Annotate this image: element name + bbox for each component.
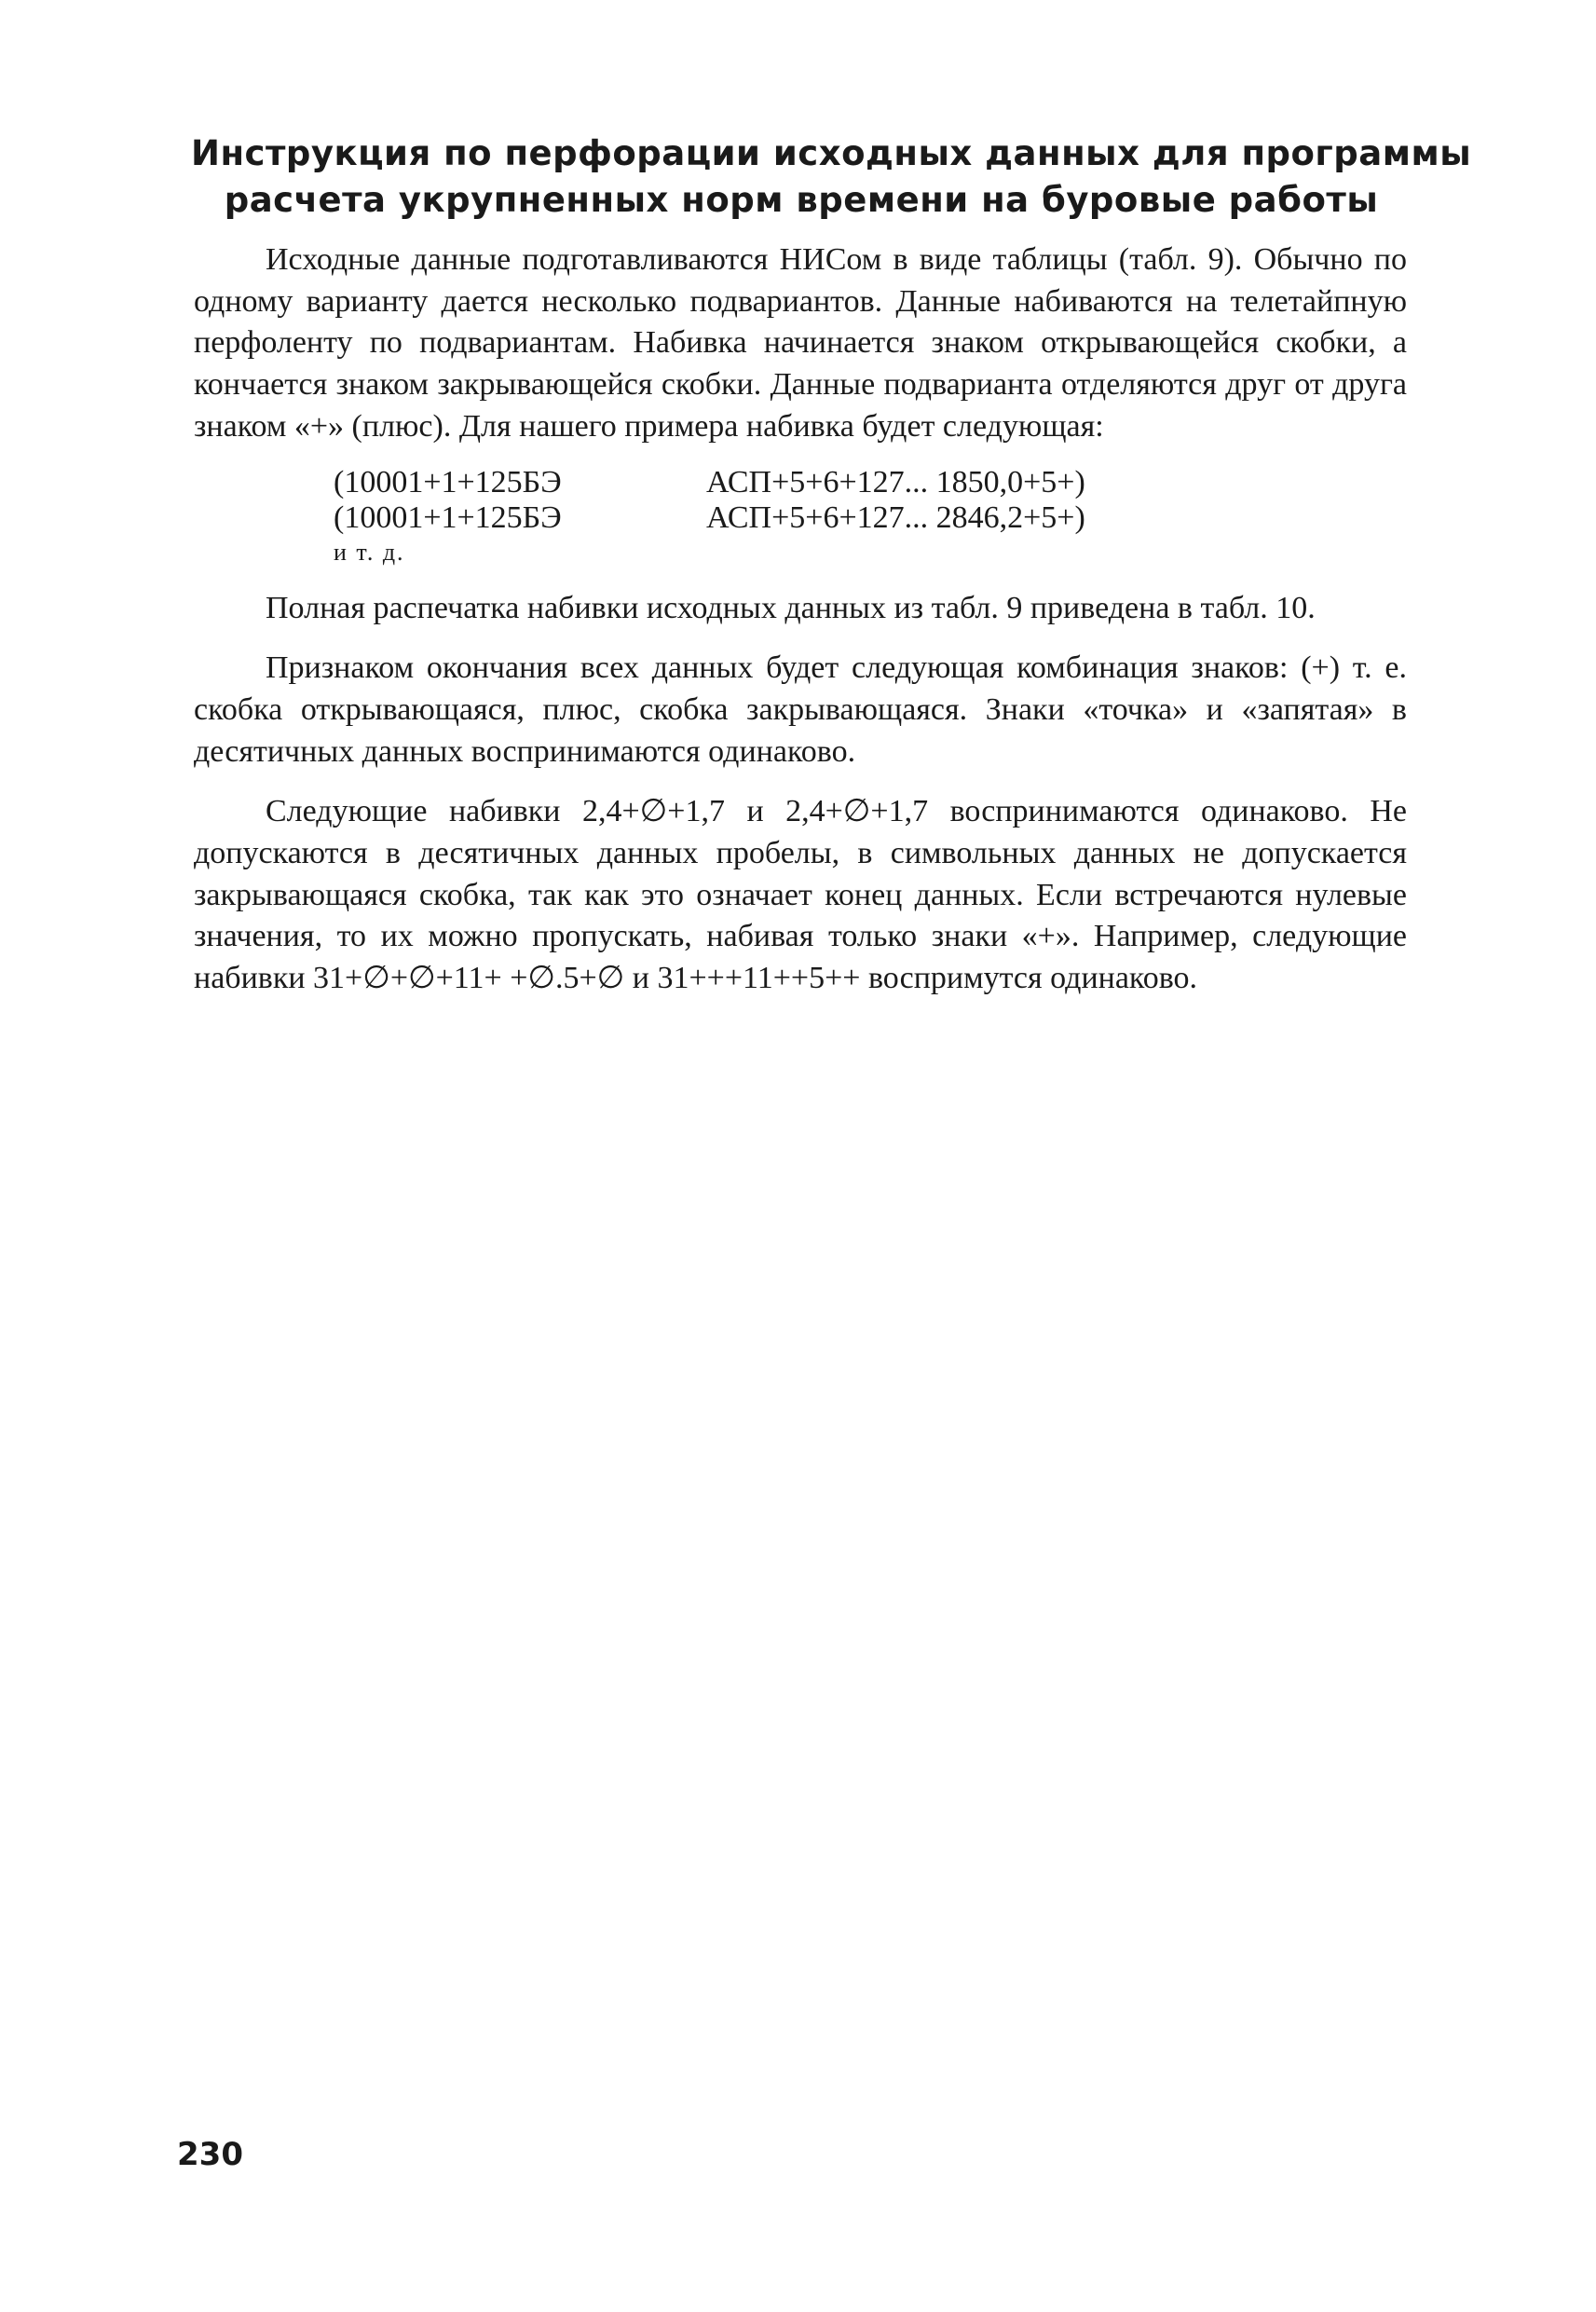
section-heading (191, 130, 1472, 224)
heading-line-2: расчета укрупненных норм времени на буровые работы (224, 180, 1379, 220)
heading-line-1: Инструкция по перфорации исходных данных для программы (191, 133, 1472, 173)
example-row-1-left: (10001+1+125БЭ (334, 464, 562, 499)
spacer (194, 569, 1407, 588)
example-row-2-left: (10001+1+125БЭ (334, 499, 562, 535)
paragraph-end-sign: Признаком окончания всех данных будет следующая комбинация знаков: (+) т. е. скобка открывающаяся, плюс, скобка закрывающаяся. Знаки «точка» и «запятая» в десятичных данных воспринимаются одинаково. (194, 650, 1407, 769)
example-row-1-right: АСП+5+6+127... 1850,0+5+) (706, 464, 1085, 499)
example-row (334, 465, 1407, 500)
paragraph-printout: Полная распечатка набивки исходных данных из табл. 9 приведена в табл. 10. (266, 590, 1316, 625)
paragraph-intro: Исходные данные подготавливаются НИСом в виде таблицы (табл. 9). Обычно по одному варианту дается несколько подвариантов. Данные набиваются на телетайпную перфоленту по подвариантам. Набивка начинается знаком открывающейся скобки, а кончается знаком закрывающейся скобки. Данные подварианта отделяются друг от друга знаком «+» (плюс). Для нашего примера набивка будет следующая: (194, 242, 1407, 444)
punching-example (334, 465, 1407, 569)
spacer (194, 773, 1407, 791)
example-row-2-right: АСП+5+6+127... 2846,2+5+) (706, 499, 1085, 535)
spacer (194, 629, 1407, 648)
body-text (194, 239, 1407, 1000)
page-number: 230 (177, 2136, 243, 2173)
example-etc: и т. д. (334, 538, 405, 566)
paragraph-equivalent-punching: Следующие набивки 2,4+∅+1,7 и 2,4+∅+1,7 воспринимаются одинаково. Не допускаются в десятичных данных пробелы, в символьных данных не допускается закрывающаяся скобка, так как это означает конец данных. Если встречаются нулевые значения, то их можно пропускать, набивая только знаки «+». Например, следующие набивки 31+∅+∅+11+ +∅.5+∅ и 31+++11++5++ воспримутся одинаково. (194, 794, 1407, 996)
example-row (334, 500, 1407, 536)
